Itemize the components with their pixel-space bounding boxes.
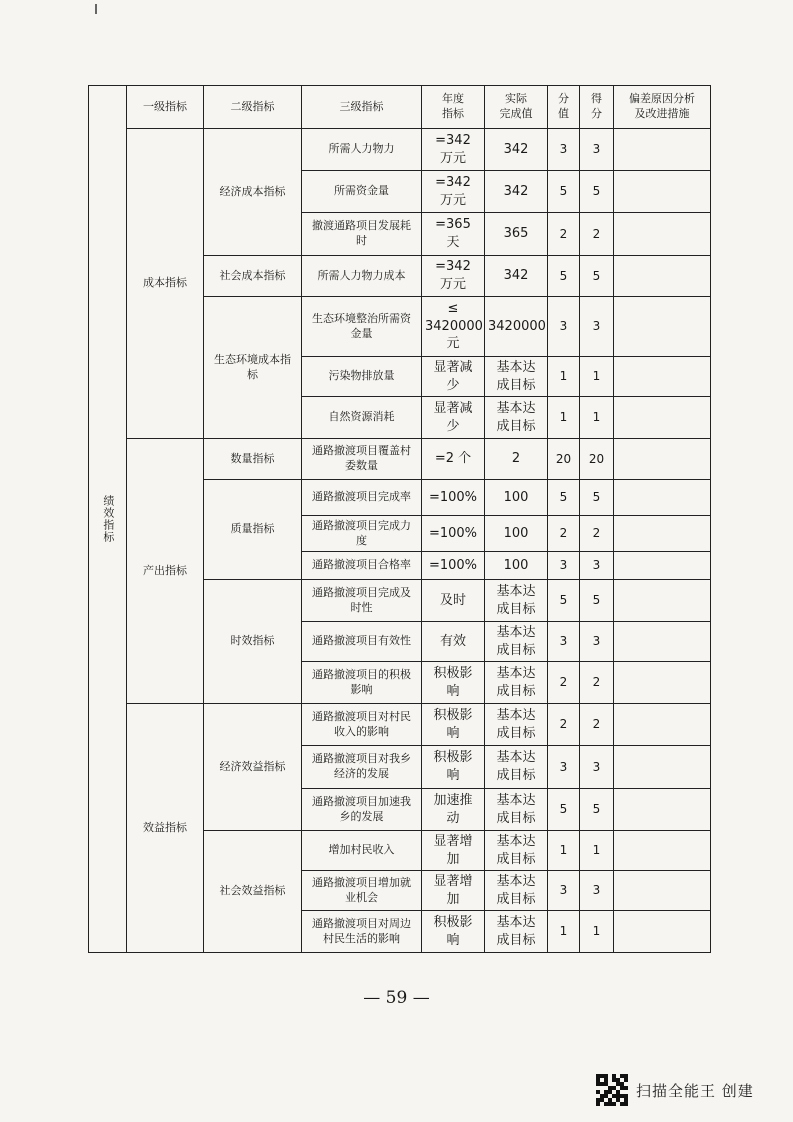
actual-cell: 基本达 成目标 [485, 789, 548, 831]
level3-cell: 所需人力物力成本 [302, 256, 422, 297]
level1-cell: 效益指标 [127, 704, 204, 953]
got-score-cell: 3 [580, 129, 614, 171]
deviation-cell [614, 397, 711, 439]
level3-cell: 通路撤渡项目完成力 度 [302, 516, 422, 552]
deviation-cell [614, 911, 711, 953]
score-cell: 1 [548, 397, 580, 439]
actual-cell: 基本达 成目标 [485, 397, 548, 439]
scanner-watermark [596, 1070, 776, 1110]
target-cell: 显著增 加 [422, 871, 485, 911]
score-cell: 5 [548, 480, 580, 516]
deviation-cell [614, 516, 711, 552]
target-cell: =100% [422, 552, 485, 580]
target-cell: 及时 [422, 580, 485, 622]
header-level1: 一级指标 [127, 86, 204, 129]
actual-cell: 342 [485, 256, 548, 297]
level3-cell: 通路撤渡项目对我乡 经济的发展 [302, 746, 422, 789]
got-score-cell: 1 [580, 397, 614, 439]
score-cell: 3 [548, 129, 580, 171]
target-cell: =2 个 [422, 439, 485, 480]
table-row [89, 704, 711, 746]
got-score-cell: 3 [580, 552, 614, 580]
target-cell: 加速推 动 [422, 789, 485, 831]
actual-cell: 基本达 成目标 [485, 746, 548, 789]
target-cell: =342 万元 [422, 129, 485, 171]
actual-cell: 100 [485, 480, 548, 516]
deviation-cell [614, 662, 711, 704]
score-cell: 3 [548, 871, 580, 911]
actual-cell: 100 [485, 516, 548, 552]
actual-cell: 3420000 [485, 297, 548, 357]
actual-cell: 基本达 成目标 [485, 704, 548, 746]
level3-cell: 通路撤渡项目完成及 时性 [302, 580, 422, 622]
score-cell: 3 [548, 746, 580, 789]
level2-cell: 社会效益指标 [204, 831, 302, 953]
deviation-cell [614, 704, 711, 746]
got-score-cell: 5 [580, 480, 614, 516]
table-row [89, 439, 711, 480]
got-score-cell: 5 [580, 789, 614, 831]
got-score-cell: 2 [580, 516, 614, 552]
got-score-cell: 5 [580, 580, 614, 622]
target-cell: =342 万元 [422, 256, 485, 297]
score-cell: 20 [548, 439, 580, 480]
score-cell: 2 [548, 516, 580, 552]
got-score-cell: 2 [580, 662, 614, 704]
got-score-cell: 3 [580, 297, 614, 357]
got-score-cell: 3 [580, 622, 614, 662]
level2-cell: 经济效益指标 [204, 704, 302, 831]
deviation-cell [614, 871, 711, 911]
score-cell: 3 [548, 622, 580, 662]
level2-cell: 质量指标 [204, 480, 302, 580]
score-cell: 5 [548, 171, 580, 213]
got-score-cell: 1 [580, 911, 614, 953]
actual-cell: 基本达 成目标 [485, 622, 548, 662]
deviation-cell [614, 622, 711, 662]
level3-cell: 所需人力物力 [302, 129, 422, 171]
got-score-cell: 1 [580, 831, 614, 871]
table-row [89, 129, 711, 171]
level2-cell: 经济成本指标 [204, 129, 302, 256]
header-score: 分 值 [548, 86, 580, 129]
header-level2: 二级指标 [204, 86, 302, 129]
level2-cell: 数量指标 [204, 439, 302, 480]
header-actual: 实际 完成值 [485, 86, 548, 129]
actual-cell: 365 [485, 213, 548, 256]
deviation-cell [614, 480, 711, 516]
got-score-cell: 5 [580, 171, 614, 213]
deviation-cell [614, 213, 711, 256]
level3-cell: 通路撤渡项目加速我 乡的发展 [302, 789, 422, 831]
target-cell: =342 万元 [422, 171, 485, 213]
score-cell: 5 [548, 580, 580, 622]
score-cell: 2 [548, 213, 580, 256]
target-cell: =365 天 [422, 213, 485, 256]
got-score-cell: 5 [580, 256, 614, 297]
category-cell: 绩效指标 [89, 86, 127, 953]
page-number: — 59 — [363, 988, 430, 1008]
actual-cell: 342 [485, 129, 548, 171]
actual-cell: 基本达 成目标 [485, 662, 548, 704]
level2-cell: 时效指标 [204, 580, 302, 704]
got-score-cell: 2 [580, 213, 614, 256]
actual-cell: 基本达 成目标 [485, 871, 548, 911]
level3-cell: 通路撤渡项目有效性 [302, 622, 422, 662]
score-cell: 1 [548, 911, 580, 953]
actual-cell: 基本达 成目标 [485, 580, 548, 622]
target-cell: 有效 [422, 622, 485, 662]
got-score-cell: 20 [580, 439, 614, 480]
actual-cell: 2 [485, 439, 548, 480]
score-cell: 2 [548, 662, 580, 704]
watermark-text: 扫描全能王 创建 [636, 1081, 754, 1100]
target-cell: 积极影 响 [422, 662, 485, 704]
target-cell: =100% [422, 516, 485, 552]
deviation-cell [614, 580, 711, 622]
level3-cell: 增加村民收入 [302, 831, 422, 871]
deviation-cell [614, 129, 711, 171]
level3-cell: 污染物排放量 [302, 357, 422, 397]
header-got: 得 分 [580, 86, 614, 129]
deviation-cell [614, 789, 711, 831]
level3-cell: 撤渡通路项目发展耗 时 [302, 213, 422, 256]
deviation-cell [614, 357, 711, 397]
level1-cell: 产出指标 [127, 439, 204, 704]
header-target: 年度 指标 [422, 86, 485, 129]
got-score-cell: 2 [580, 704, 614, 746]
actual-cell: 基本达 成目标 [485, 357, 548, 397]
performance-table [88, 85, 711, 953]
level3-cell: 通路撤渡项目完成率 [302, 480, 422, 516]
target-cell: 显著减 少 [422, 357, 485, 397]
target-cell: 显著增 加 [422, 831, 485, 871]
got-score-cell: 3 [580, 871, 614, 911]
deviation-cell [614, 171, 711, 213]
score-cell: 2 [548, 704, 580, 746]
score-cell: 1 [548, 357, 580, 397]
score-cell: 1 [548, 831, 580, 871]
score-cell: 3 [548, 552, 580, 580]
level1-cell: 成本指标 [127, 129, 204, 439]
deviation-cell [614, 439, 711, 480]
score-cell: 5 [548, 256, 580, 297]
level3-cell: 通路撤渡项目增加就 业机会 [302, 871, 422, 911]
qr-code-icon [596, 1074, 628, 1106]
level3-cell: 通路撤渡项目合格率 [302, 552, 422, 580]
actual-cell: 基本达 成目标 [485, 911, 548, 953]
target-cell: =100% [422, 480, 485, 516]
actual-cell: 基本达 成目标 [485, 831, 548, 871]
target-cell: 积极影 响 [422, 911, 485, 953]
deviation-cell [614, 297, 711, 357]
deviation-cell [614, 552, 711, 580]
target-cell: 显著减 少 [422, 397, 485, 439]
actual-cell: 342 [485, 171, 548, 213]
level2-cell: 生态环境成本指 标 [204, 297, 302, 439]
target-cell: 积极影 响 [422, 704, 485, 746]
got-score-cell: 3 [580, 746, 614, 789]
level3-cell: 生态环境整治所需资 金量 [302, 297, 422, 357]
header-row [89, 86, 711, 129]
score-cell: 5 [548, 789, 580, 831]
deviation-cell [614, 256, 711, 297]
got-score-cell: 1 [580, 357, 614, 397]
header-level3: 三级指标 [302, 86, 422, 129]
score-cell: 3 [548, 297, 580, 357]
target-cell: 积极影 响 [422, 746, 485, 789]
deviation-cell [614, 746, 711, 789]
level3-cell: 通路撤渡项目对周边 村民生活的影响 [302, 911, 422, 953]
deviation-cell [614, 831, 711, 871]
scan-mark [95, 4, 97, 14]
level3-cell: 通路撤渡项目的积极 影响 [302, 662, 422, 704]
level3-cell: 通路撤渡项目对村民 收入的影响 [302, 704, 422, 746]
header-deviation: 偏差原因分析 及改进措施 [614, 86, 711, 129]
level3-cell: 所需资金量 [302, 171, 422, 213]
target-cell: ≤ 3420000 元 [422, 297, 485, 357]
actual-cell: 100 [485, 552, 548, 580]
level3-cell: 自然资源消耗 [302, 397, 422, 439]
level2-cell: 社会成本指标 [204, 256, 302, 297]
level3-cell: 通路撤渡项目覆盖村 委数量 [302, 439, 422, 480]
